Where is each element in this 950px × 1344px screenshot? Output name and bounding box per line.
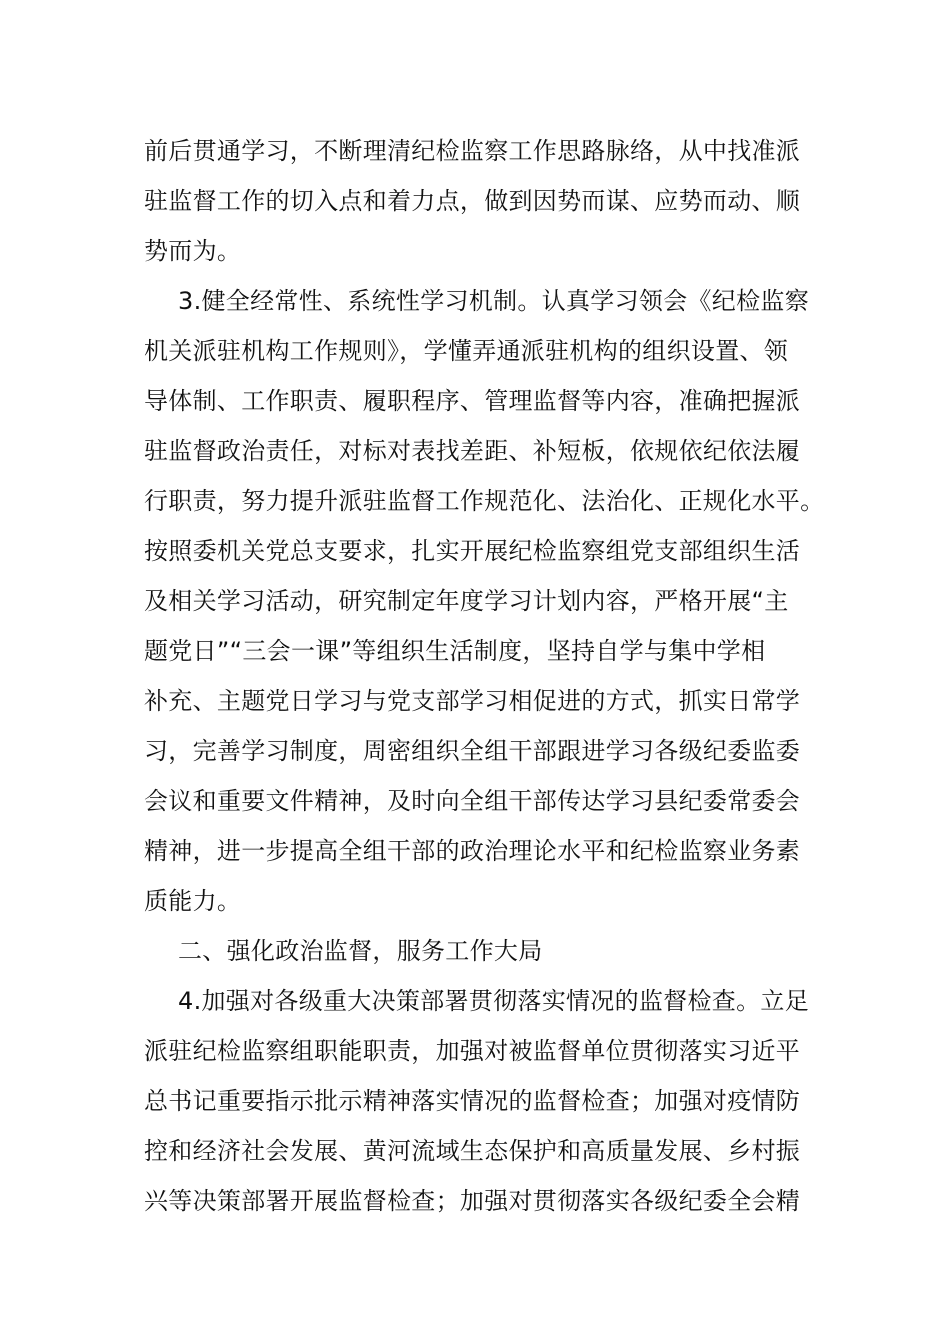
section-heading: 二、强化政治监督，服务工作大局 — [178, 937, 543, 965]
text-line: 机关派驻机构工作规则》，学懂弄通派驻机构的组织设置、领 — [144, 337, 789, 365]
text-line: 补充、主题党日学习与党支部学习相促进的方式，抓实日常学 — [144, 687, 801, 715]
text-line: 总书记重要指示批示精神落实情况的监督检查；加强对疫情防 — [144, 1087, 801, 1115]
paragraph-start-line: 3.健全经常性、系统性学习机制。认真学习领会《纪检监察 — [178, 287, 809, 315]
text-line: 题党日”“三会一课”等组织生活制度，坚持自学与集中学相 — [144, 637, 766, 665]
text-line: 兴等决策部署开展监督检查；加强对贯彻落实各级纪委全会精 — [144, 1187, 801, 1215]
text-line: 势而为。 — [144, 237, 242, 265]
text-line: 前后贯通学习，不断理清纪检监察工作思路脉络，从中找准派 — [144, 137, 801, 165]
text-line: 精神，进一步提高全组干部的政治理论水平和纪检监察业务素 — [144, 837, 801, 865]
text-line: 驻监督政治责任，对标对表找差距、补短板，依规依纪依法履 — [144, 437, 801, 465]
text-line: 行职责，努力提升派驻监督工作规范化、法治化、正规化水平。 — [144, 487, 825, 515]
text-line: 会议和重要文件精神，及时向全组干部传达学习县纪委常委会 — [144, 787, 801, 815]
text-line: 质能力。 — [144, 887, 242, 915]
text-line: 导体制、工作职责、履职程序、管理监督等内容，准确把握派 — [144, 387, 801, 415]
body-text — [144, 126, 824, 1226]
text-line: 及相关学习活动，研究制定年度学习计划内容，严格开展“主 — [144, 587, 789, 615]
text-line: 驻监督工作的切入点和着力点，做到因势而谋、应势而动、顺 — [144, 187, 801, 215]
text-line: 按照委机关党总支要求，扎实开展纪检监察组党支部组织生活 — [144, 537, 801, 565]
text-line: 派驻纪检监察组职能职责，加强对被监督单位贯彻落实习近平 — [144, 1037, 801, 1065]
text-line: 习，完善学习制度，周密组织全组干部跟进学习各级纪委监委 — [144, 737, 801, 765]
text-line: 控和经济社会发展、黄河流域生态保护和高质量发展、乡村振 — [144, 1137, 801, 1165]
paragraph-start-line: 4.加强对各级重大决策部署贯彻落实情况的监督检查。立足 — [178, 987, 809, 1015]
